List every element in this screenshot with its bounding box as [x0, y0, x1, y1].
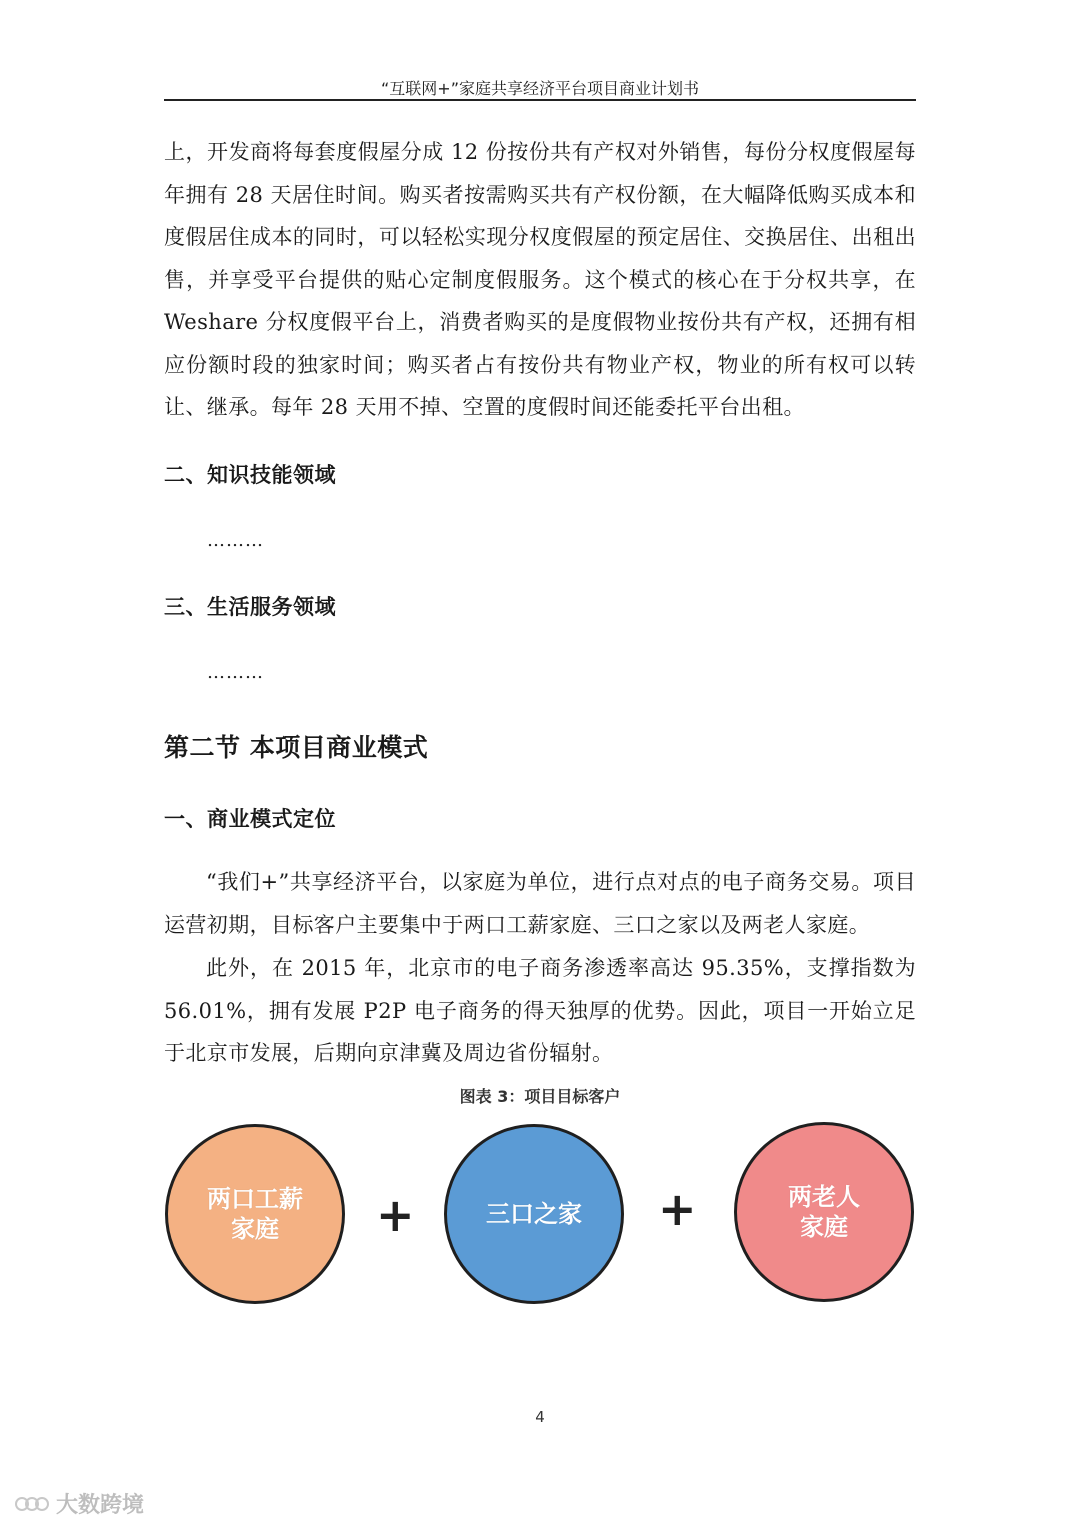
- positioning-paragraph-1: “我们+”共享经济平台，以家庭为单位，进行点对点的电子商务交易。项目运营初期，目标客户主要集中于两口工薪家庭、三口之家以及两老人家庭。: [164, 870, 916, 937]
- figure-caption: 图表 3：项目目标客户: [459, 1087, 621, 1106]
- plus-icon: +: [658, 1182, 697, 1236]
- target-customer-circle-elderly-couple: [734, 1122, 914, 1302]
- circle-label: 两老人 家庭: [788, 1183, 860, 1241]
- target-customer-circle-family-of-three: [444, 1124, 624, 1304]
- ellipsis-life: ………: [207, 662, 264, 683]
- heading-life-services: 三、生活服务领域: [164, 595, 336, 619]
- heading-knowledge-skills: 二、知识技能领域: [164, 463, 336, 487]
- heading-business-positioning: 一、商业模式定位: [164, 807, 336, 831]
- positioning-paragraph-2: 此外，在 2015 年，北京市的电子商务渗透率高达 95.35%，支撑指数为 56.01%，拥有发展 P2P 电子商务的得天独厚的优势。因此，项目一开始立足于北京市发展，后期向京津冀及周边省份辐射。: [164, 956, 916, 1065]
- watermark-logo-icon: [14, 1492, 50, 1516]
- circle-label: 两口工薪 家庭: [207, 1185, 303, 1243]
- ellipsis-knowledge: ………: [207, 530, 264, 551]
- page-number: 4: [535, 1408, 545, 1426]
- plus-icon: +: [376, 1188, 415, 1242]
- target-customer-circle-dual-income: [165, 1124, 345, 1304]
- running-header: “互联网+”家庭共享经济平台项目商业计划书: [381, 79, 699, 98]
- intro-paragraph: 上，开发商将每套度假屋分成 12 份按份共有产权对外销售，每份分权度假屋每年拥有 28 天居住时间。购买者按需购买共有产权份额，在大幅降低购买成本和度假居住成本的同时，可以轻松实现分权度假屋的预定居住、交换居住、出租出售，并享受平台提供的贴心定制度假服务。这个模式的核心在于分权共享，在 Weshare 分权度假平台上，消费者购买的是度假物业按份共有产权，还拥有相应份额时段的独家时间；购买者占有按份共有物业产权，物业的所有权可以转让、继承。每年 28 天用不掉、空置的度假时间还能委托平台出租。: [164, 140, 916, 419]
- chapter-heading: 第二节 本项目商业模式: [164, 733, 429, 762]
- header-rule: [164, 99, 916, 101]
- watermark-text: 大数跨境: [56, 1493, 145, 1518]
- circle-label: 三口之家: [486, 1200, 582, 1228]
- watermark: [14, 1488, 144, 1519]
